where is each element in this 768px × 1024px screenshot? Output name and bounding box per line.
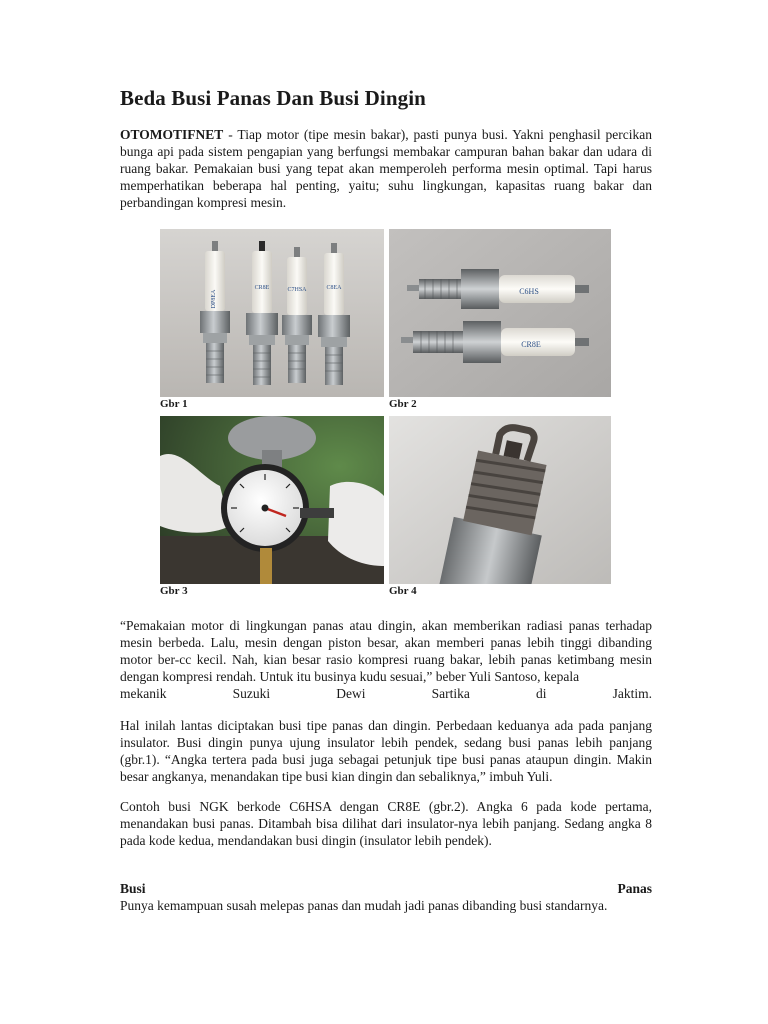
photo-compression-gauge [160, 416, 384, 584]
section-text: Punya kemampuan susah melepas panas dan mudah jadi panas dibanding busi standarnya. [120, 898, 608, 913]
photo-spark-plug-closeup [389, 416, 611, 584]
spark-plugs-row-illustration [160, 229, 384, 397]
section-heading-left: Busi [120, 881, 146, 896]
figure-3-caption: Gbr 3 [160, 585, 188, 597]
photo-spark-plugs-horizontal [389, 229, 611, 397]
word-mekanik: mekanik [120, 686, 167, 701]
spark-plug-closeup-illustration [389, 416, 611, 584]
photo-spark-plugs-row [160, 229, 384, 397]
plug-3-label: C7HSA [287, 287, 307, 293]
paragraph-2 [120, 617, 652, 702]
figure-4-caption: Gbr 4 [389, 585, 417, 597]
intro-text: - Tiap motor (tipe mesin bakar), pasti punya busi. Yakni penghasil percikan bunga api pada sistem pengapian yang berfungsi membakar campuran bahan bakar dan udara di ruang bakar. Pemakaian busi yang tepat akan memperoleh performa mesin optimal. Tapi harus memperhatikan beberapa hal penting, yaitu; suhu lingkungan, kapasitas ruang bakar dan perbandingan kompresi mesin. [120, 127, 652, 210]
plug-upper-label: C6HS [519, 287, 539, 296]
word-di: di [535, 686, 547, 701]
figure-1-caption: Gbr 1 [160, 398, 188, 410]
paragraph-2-last-line [120, 685, 652, 702]
word-suzuki: Suzuki [232, 686, 271, 701]
plug-4-label: C8EA [326, 285, 342, 291]
paragraph-4: Contoh busi NGK berkode C6HSA dengan CR8E (gbr.2). Angka 6 pada kode pertama, menandakan busi panas. Ditambah bisa dilihat dari insulator-nya lebih panjang. Sedang angka 8 pada kode kedua, mendandakan busi dingin (insulator lebih pendek). [120, 799, 652, 848]
paragraph-3: Hal inilah lantas diciptakan busi tipe panas dan dingin. Perbedaan keduanya ada pada panjang insulator. Busi dingin punya ujung insulator lebih pendek, sedang busi panas lebih panjang (gbr.1). “Angka tertera pada busi juga sebagai petunjuk tipe busi panas ataupun dingin. Makin besar angkanya, menandakan tipe busi kian dingin dan sebaliknya,” imbuh Yuli. [120, 718, 652, 784]
figure-2-caption: Gbr 2 [389, 398, 417, 410]
compression-gauge-illustration [160, 416, 384, 584]
section-heading [120, 880, 652, 897]
source-name: OTOMOTIFNET [120, 127, 224, 142]
plug-2-label: CR8E [254, 285, 270, 291]
spark-plugs-horizontal-illustration [389, 229, 611, 397]
plug-1-label: DP8EA [211, 289, 217, 309]
word-sartika: Sartika [431, 686, 470, 701]
intro-paragraph [120, 126, 652, 211]
plug-lower-label: CR8E [521, 340, 541, 349]
paragraph-2-text: “Pemakaian motor di lingkungan panas atau dingin, akan memberikan radiasi panas terhadap mesin berbeda. Lalu, mesin dengan piston besar, akan memberi panas lebih tinggi dibanding motor ber-cc kecil. Nah, kian besar rasio kompresi ruang bakar, lebih panas ketimbang mesin dengan kompresi rendah. Untuk itu businya kudu sesuai,” beber Yuli Santoso, kepala [120, 618, 652, 684]
section-heading-right: Panas [617, 881, 652, 896]
section-busi-panas [120, 880, 652, 914]
article-title: Beda Busi Panas Dan Busi Dingin [120, 86, 426, 110]
word-dewi: Dewi [336, 686, 366, 701]
word-jaktim: Jaktim. [612, 686, 652, 701]
